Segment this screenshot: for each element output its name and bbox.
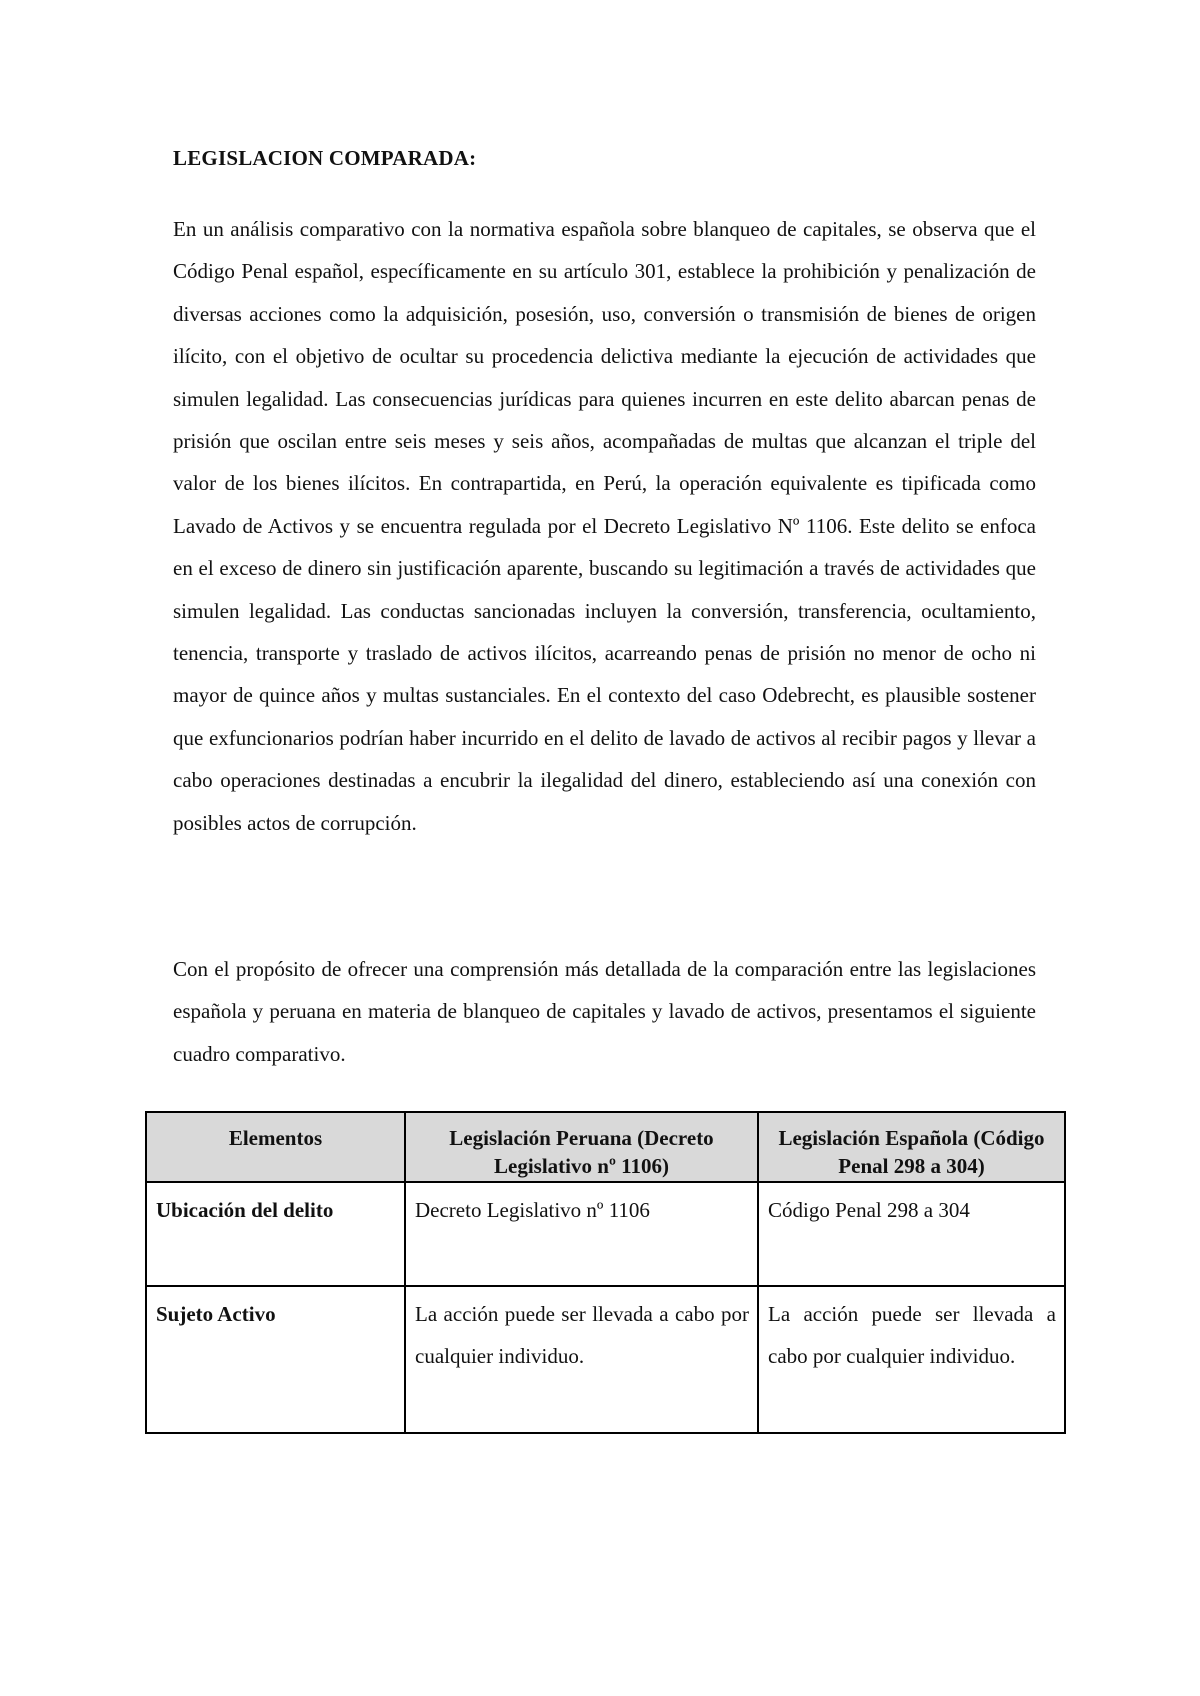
table-header-cell: Legislación Española (Código Penal 298 a 304) (758, 1112, 1065, 1182)
table-cell: La acción puede ser llevada a cabo por cualquier individuo. (758, 1286, 1065, 1433)
table-cell: Código Penal 298 a 304 (758, 1182, 1065, 1286)
table-cell-element: Sujeto Activo (146, 1286, 405, 1433)
table-cell: La acción puede ser llevada a cabo por cualquier individuo. (405, 1286, 758, 1433)
table-header-row (146, 1112, 1065, 1182)
table-row (146, 1286, 1065, 1433)
table-cell: Decreto Legislativo nº 1106 (405, 1182, 758, 1286)
comparison-table (145, 1111, 1066, 1434)
body-paragraph: En un análisis comparativo con la normativa española sobre blanqueo de capitales, se observa que el Código Penal español, específicamente en su artículo 301, establece la prohibición y penalización de diversas acciones como la adquisición, posesión, uso, conversión o transmisión de bienes de origen ilícito, con el objetivo de ocultar su procedencia delictiva mediante la ejecución de actividades que simulen legalidad. Las consecuencias jurídicas para quienes incurren en este delito abarcan penas de prisión que oscilan entre seis meses y seis años, acompañadas de multas que alcanzan el triple del valor de los bienes ilícitos. En contrapartida, en Perú, la operación equivalente es tipificada como Lavado de Activos y se encuentra regulada por el Decreto Legislativo Nº 1106. Este delito se enfoca en el exceso de dinero sin justificación aparente, buscando su legitimación a través de actividades que simulen legalidad. Las conductas sancionadas incluyen la conversión, transferencia, ocultamiento, tenencia, transporte y traslado de activos ilícitos, acarreando penas de prisión no menor de ocho ni mayor de quince años y multas sustanciales. En el contexto del caso Odebrecht, es plausible sostener que exfuncionarios podrían haber incurrido en el delito de lavado de activos al recibir pagos y llevar a cabo operaciones destinadas a encubrir la ilegalidad del dinero, estableciendo así una conexión con posibles actos de corrupción. (173, 217, 1036, 835)
table-cell-element: Ubicación del delito (146, 1182, 405, 1286)
body-paragraph: Con el propósito de ofrecer una comprensión más detallada de la comparación entre las legislaciones española y peruana en materia de blanqueo de capitales y lavado de activos, presentamos el siguiente cuadro comparativo. (173, 957, 1036, 1066)
table-row (146, 1182, 1065, 1286)
table-header-cell: Elementos (146, 1112, 405, 1182)
table-header-cell: Legislación Peruana (Decreto Legislativo nº 1106) (405, 1112, 758, 1182)
section-heading: LEGISLACION COMPARADA: (173, 146, 477, 170)
